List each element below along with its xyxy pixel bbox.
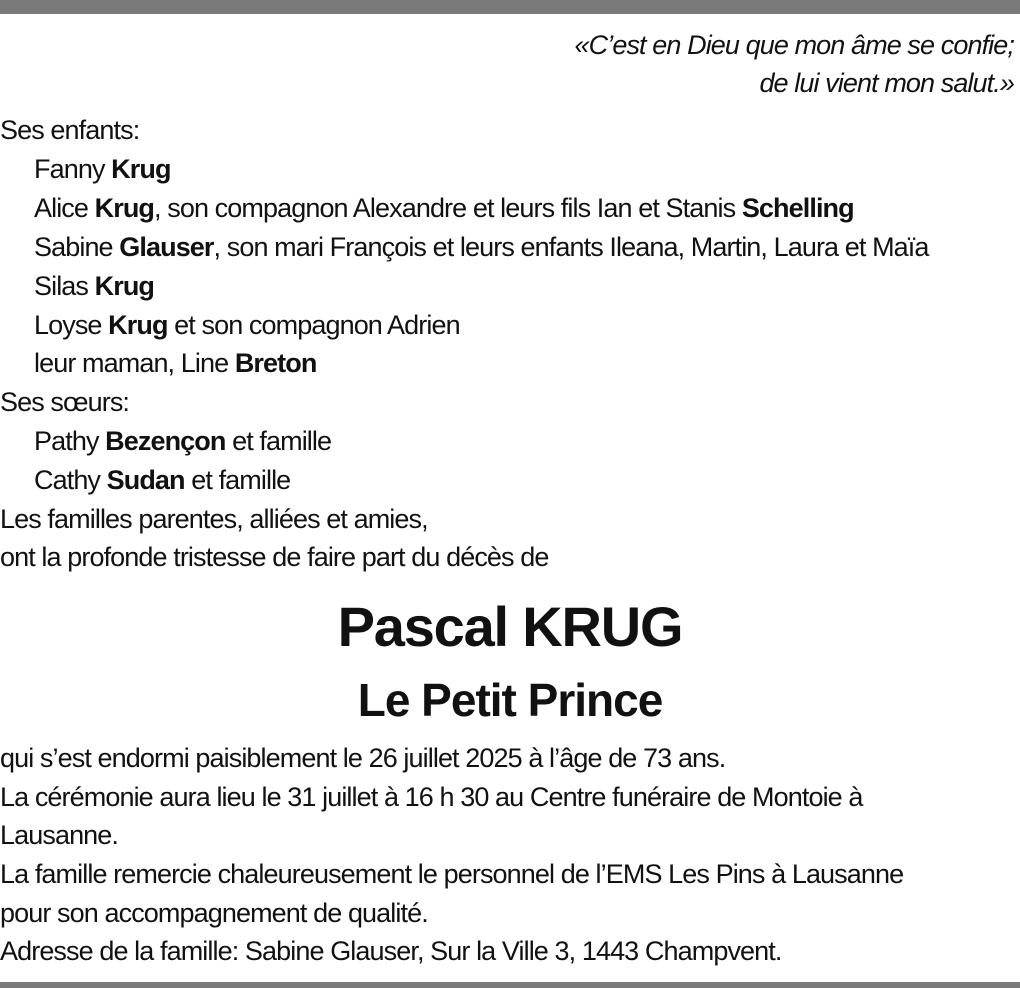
body-line-5: pour son accompagnement de qualité. [0, 898, 428, 928]
deceased-nickname: Le Petit Prince [357, 674, 663, 726]
child-line: Loyse Krug et son compagnon Adrien [34, 310, 460, 340]
announce-line: ont la profonde tristesse de faire part du décès de [0, 542, 549, 572]
child-line: Fanny Krug [34, 154, 171, 184]
child-line: Sabine Glauser, son mari François et leurs enfants Ileana, Martin, Laura et Maïa [34, 232, 929, 262]
body-line-2: La cérémonie aura lieu le 31 juillet à 16 h 30 au Centre funéraire de Montoie à [0, 782, 863, 812]
body-line-4: La famille remercie chaleureusement le personnel de l’EMS Les Pins à Lausanne [0, 859, 904, 889]
families-line: Les familles parentes, alliées et amies, [0, 504, 428, 534]
quote-line-2: de lui vient mon salut.» [759, 68, 1014, 98]
sisters-heading: Ses sœurs: [0, 387, 130, 417]
body-line-1: qui s’est endormi paisiblement le 26 juillet 2025 à l’âge de 73 ans. [0, 743, 726, 773]
body-line-6: Adresse de la famille: Sabine Glauser, Sur la Ville 3, 1443 Champvent. [0, 936, 782, 966]
child-line: Silas Krug [34, 271, 155, 301]
child-line: Alice Krug, son compagnon Alexandre et leurs fils Ian et Stanis Schelling [34, 193, 854, 223]
sister-line: Cathy Sudan et famille [34, 465, 291, 495]
deceased-name: Pascal KRUG [337, 595, 683, 658]
quote-line-1: «C’est en Dieu que mon âme se confie; [574, 30, 1014, 60]
sister-line: Pathy Bezençon et famille [34, 426, 332, 456]
top-rule [0, 0, 1020, 14]
bottom-rule [0, 982, 1020, 988]
body-line-3: Lausanne. [0, 820, 119, 850]
child-line: leur maman, Line Breton [34, 348, 317, 378]
children-heading: Ses enfants: [0, 115, 140, 145]
